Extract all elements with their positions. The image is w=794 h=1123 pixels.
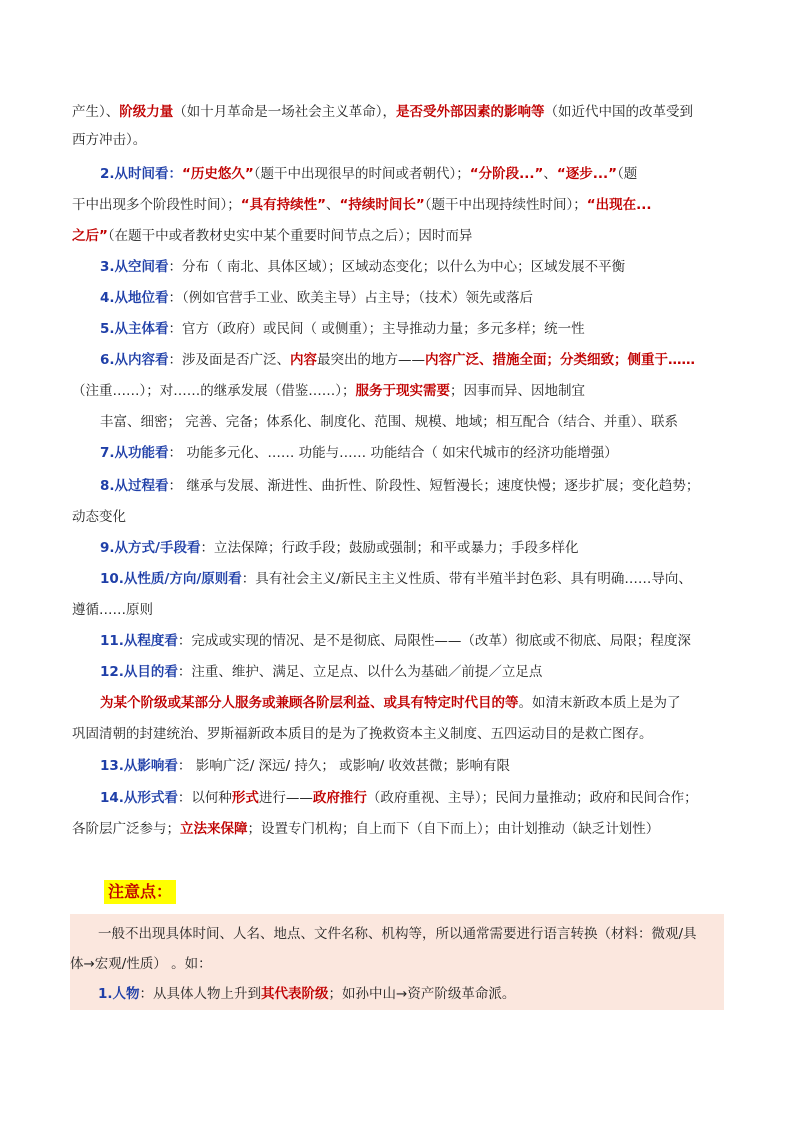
text-span: （题干中出现持续性时间）；	[424, 197, 587, 213]
text-line	[72, 130, 732, 150]
text-line	[98, 984, 752, 1004]
key-phrase: “持续时间长”	[339, 197, 425, 213]
text-span: 最突出的地方——	[317, 352, 426, 368]
key-phrase: 其代表阶级	[261, 986, 329, 1002]
item-heading: 13.从影响看	[100, 758, 178, 774]
text-span: （题干中出现很早的时间或者朝代）；	[253, 166, 470, 182]
text-span: ：以何种	[177, 790, 232, 806]
text-line	[100, 538, 760, 558]
text-span: ：（例如官营手工业、欧美主导）占主导；（技术）领先或落后	[168, 290, 534, 306]
text-span: 、	[543, 166, 557, 182]
text-span: ：注重、维护、满足、立足点、以什么为基础／前提／立足点	[177, 664, 543, 680]
text-span: 各阶层广泛参与；	[72, 821, 180, 837]
text-span: （注重……）；对……的继承发展（借鉴……）；	[72, 383, 356, 399]
item-heading: 7.从功能看	[100, 445, 169, 461]
key-phrase: 是否受外部因素的影响等	[396, 104, 545, 120]
item-heading: 2.从时间看：	[100, 166, 183, 182]
text-line	[100, 164, 760, 184]
text-span: ：官方（政府）或民间（ 或侧重）；主导推动力量；多元多样；统一性	[168, 321, 585, 337]
text-span: 体→宏观/性质） 。如：	[70, 956, 212, 972]
text-line	[72, 724, 732, 744]
text-line	[72, 195, 732, 215]
text-line	[72, 600, 732, 620]
text-span: 巩固清朝的封建统治、罗斯福新政本质目的是为了挽救资本主义制度、五四运动目的是救亡图存。	[72, 726, 653, 742]
text-line	[100, 288, 760, 308]
key-phrase: “出现在...	[586, 197, 652, 213]
text-span: 遵循……原则	[72, 602, 153, 618]
text-line	[72, 381, 732, 401]
text-line	[100, 788, 760, 808]
key-phrase: 内容广泛、措施全面；分类细致；侧重于……	[425, 352, 696, 368]
text-span: ：完成或实现的情况、是不是彻底、局限性——（改革）彻底或不彻底、局限；程度深	[177, 633, 691, 649]
text-span: 西方冲击）。	[72, 132, 147, 148]
key-phrase: 立法来保障	[180, 821, 248, 837]
item-heading: 9.从方式/手段看	[100, 540, 201, 556]
text-line	[98, 924, 752, 944]
text-span: ： 影响广泛/ 深远/ 持久； 或影响/ 收效甚微；影响有限	[177, 758, 511, 774]
text-line	[100, 693, 760, 713]
key-phrase: 为某个阶级或某部分人服务或兼顾各阶层利益、或具有特定时代目的等	[100, 695, 519, 711]
text-span: 。如清末新政本质上是为了	[518, 695, 681, 711]
text-span: ；如孙中山→资产阶级革命派。	[328, 986, 516, 1002]
text-span: ： 功能多元化、…… 功能与…… 功能结合（ 如宋代城市的经济功能增强）	[168, 445, 618, 461]
key-phrase: 政府推行	[312, 790, 367, 806]
text-line	[100, 569, 760, 589]
item-heading: 6.从内容看	[100, 352, 169, 368]
text-line	[72, 102, 732, 122]
key-phrase: 之后”	[72, 228, 108, 244]
text-span: ；设置专门机构；自上而下（自下而上）；由计划推动（缺乏计划性）	[247, 821, 660, 837]
text-line	[100, 756, 760, 776]
text-line	[100, 319, 760, 339]
key-phrase: “分阶段...”	[469, 166, 544, 182]
key-phrase: 阶级力量	[119, 104, 174, 120]
text-span: 、	[326, 197, 340, 213]
text-span: 产生）、	[72, 104, 120, 120]
text-span: 丰富、细密； 完善、完备；体系化、制度化、范围、规模、地域；相互配合（结合、并重）、联系	[100, 414, 679, 430]
item-heading: 14.从形式看	[100, 790, 178, 806]
text-span: ：立法保障；行政手段；鼓励或强制；和平或暴力；手段多样化	[200, 540, 579, 556]
text-line	[72, 507, 732, 527]
text-span: （题	[617, 166, 638, 182]
text-span: ；因事而异、因地制宜	[450, 383, 585, 399]
text-line	[100, 631, 760, 651]
text-span: ：从具体人物上升到	[139, 986, 262, 1002]
key-phrase: “具有持续性”	[240, 197, 326, 213]
key-phrase: 服务于现实需要	[355, 383, 450, 399]
text-line	[100, 476, 760, 496]
item-heading: 10.从性质/方向/原则看	[100, 571, 242, 587]
item-heading: 11.从程度看	[100, 633, 178, 649]
text-span: ：具有社会主义/新民主主义性质、带有半殖半封色彩、具有明确……导向、	[241, 571, 692, 587]
text-line	[100, 412, 760, 432]
text-span: ： 继承与发展、渐进性、曲折性、阶段性、短暂漫长；速度快慢；逐步扩展；变化趋势；	[168, 478, 700, 494]
text-line	[72, 226, 732, 246]
item-heading: 12.从目的看	[100, 664, 178, 680]
item-heading: 4.从地位看	[100, 290, 169, 306]
note-box	[70, 914, 724, 1010]
text-line	[100, 443, 760, 463]
key-phrase: “历史悠久”	[182, 166, 254, 182]
text-span: 动态变化	[72, 509, 126, 525]
note-heading: 注意点：	[104, 880, 176, 904]
key-phrase: 内容	[290, 352, 318, 368]
item-heading: 3.从空间看	[100, 259, 169, 275]
text-line	[72, 819, 732, 839]
item-heading: 8.从过程看	[100, 478, 169, 494]
text-span: 干中出现多个阶段性时间）；	[72, 197, 241, 213]
text-line	[100, 350, 760, 370]
key-phrase: “逐步...”	[556, 166, 618, 182]
text-line	[100, 257, 760, 277]
text-span: （政府重视、主导）；民间力量推动；政府和民间合作；	[366, 790, 698, 806]
text-span: （如十月革命是一场社会主义革命），	[173, 104, 396, 120]
item-heading: 5.从主体看	[100, 321, 169, 337]
text-span: （在题干中或者教材史实中某个重要时间节点之后）；因时而异	[107, 228, 473, 244]
text-span: （如近代中国的改革受到	[544, 104, 693, 120]
text-line	[70, 954, 724, 974]
key-phrase: 形式	[231, 790, 259, 806]
text-span: 进行——	[258, 790, 313, 806]
item-heading: 1.人物	[98, 986, 140, 1002]
text-span: ：涉及面是否广泛、	[168, 352, 291, 368]
text-span: 一般不出现具体时间、人名、地点、文件名称、机构等，所以通常需要进行语言转换（材料：微观/具	[98, 926, 697, 942]
text-span: ：分布（ 南北、具体区域）；区域动态变化；以什么为中心；区域发展不平衡	[168, 259, 626, 275]
text-line	[100, 662, 760, 682]
